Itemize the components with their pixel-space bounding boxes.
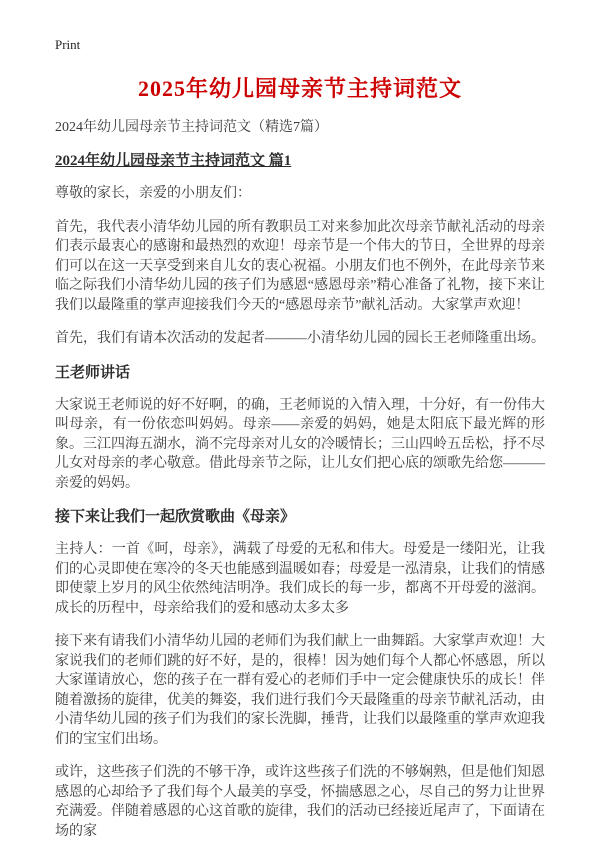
paragraph-closing: 或许，这些孩子们洗的不够干净，或许这些孩子们洗的不够娴熟，但是他们知恩感恩的心却给予了我们每个人最美的享受，怀揣感恩之心，尽自己的努力让世界充满爱。伴随着感恩的心这首歌的旋律，我们的活动已经接近尾声了，下面请在场的家 (55, 765, 545, 839)
print-button[interactable]: Print (55, 37, 81, 52)
paragraph-introduce-director: 首先，我们有请本次活动的发起者———小清华幼儿园的园长王老师隆重出场。 (55, 331, 545, 346)
heading-song-mother: 接下来让我们一起欣赏歌曲《母亲》 (55, 509, 296, 525)
page-title: 2025年幼儿园母亲节主持词范文 (137, 76, 462, 101)
paragraph-song: 主持人：一首《呵，母亲》，满载了母爱的无私和伟大。母爱是一缕阳光，让我们的心灵即使在寒冷的冬天也能感到温暖如春；母爱是一泓清泉，让我们的情感即使蒙上岁月的风尘依然纯洁明净。我们成长的每一步，都离不开母爱的滋润。成长的历程中，母亲给我们的爱和感动太多太多 (55, 542, 545, 616)
article-subtitle: 2024年幼儿园母亲节主持词范文（精选7篇） (55, 120, 328, 135)
paragraph-greeting: 尊敬的家长，亲爱的小朋友们： (55, 186, 251, 201)
paragraph-dance: 接下来有请我们小清华幼儿园的老师们为我们献上一曲舞蹈。大家掌声欢迎！大家说我们的老师们跳的好不好，是的，很棒！因为她们每个人都心怀感恩，所以大家谨请放心，您的孩子在一群有爱心的老师们手中一定会健康快乐的成长！伴随着激扬的旋律，优美的舞姿，我们进行我们今天最隆重的母亲节献礼活动，由小清华幼儿园的孩子们为我们的家长洗脚，捶背，让我们以最隆重的掌声欢迎我们的宝宝们出场。 (55, 634, 545, 747)
heading-teacher-speech: 王老师讲话 (55, 364, 131, 381)
paragraph-teacher-speech: 大家说王老师说的好不好啊，的确，王老师说的入情入理，十分好，有一份伟大叫母亲，有一份依恋叫妈妈。母亲——亲爱的妈妈，她是太阳底下最光辉的形象。三江四海五湖水，淌不完母亲对儿女的冷暖情长；三山四岭五岳松，抒不尽儿女对母亲的孝心敬意。借此母亲节之际，让儿女们把心底的颂歌先给您———亲爱的妈妈。 (55, 397, 545, 491)
paragraph-welcome: 首先，我代表小清华幼儿园的所有教职员工对来参加此次母亲节献礼活动的母亲们表示最衷心的感谢和最热烈的欢迎！母亲节是一个伟大的节日，全世界的母亲们可以在这一天享受到来自儿女的衷心祝福。小朋友们也不例外，在此母亲节来临之际我们小清华幼儿园的孩子们为感恩“感恩母亲”精心准备了礼物，接下来让我们以最隆重的掌声迎接我们今天的“感恩母亲节”献礼活动。大家掌声欢迎！ (55, 219, 545, 313)
section-heading-part1[interactable]: 2024年幼儿园母亲节主持词范文 篇1 (55, 153, 292, 169)
